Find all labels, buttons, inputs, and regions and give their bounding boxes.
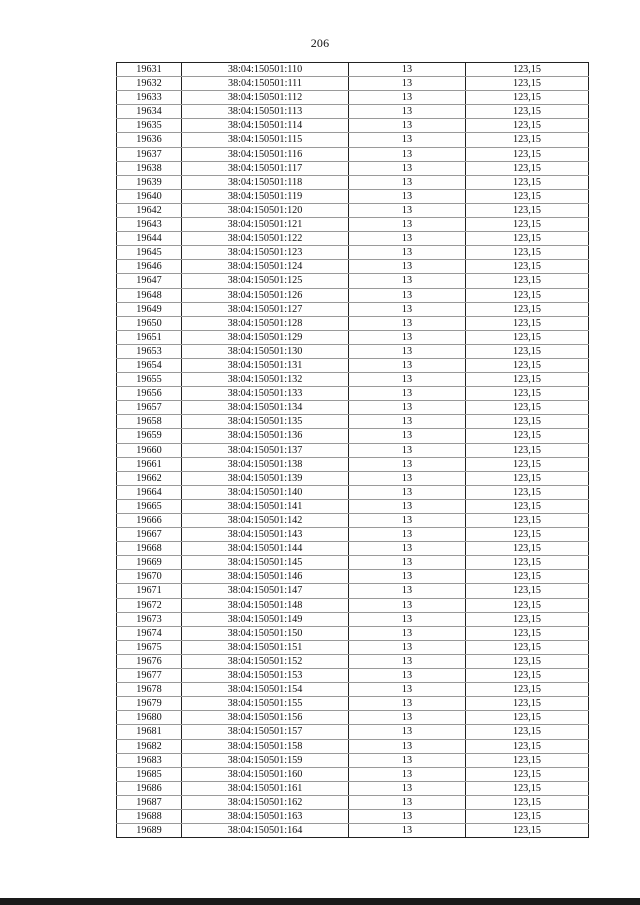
table-row	[117, 824, 589, 838]
area-cell: 123,15	[466, 373, 589, 387]
area-cell: 123,15	[466, 189, 589, 203]
table-row	[117, 528, 589, 542]
cadastral-number-cell: 38:04:150501:122	[182, 232, 349, 246]
count-cell: 13	[349, 711, 466, 725]
area-cell: 123,15	[466, 203, 589, 217]
table-row	[117, 387, 589, 401]
area-cell: 123,15	[466, 443, 589, 457]
table-row	[117, 77, 589, 91]
row-number-cell: 19682	[117, 739, 182, 753]
row-number-cell: 19678	[117, 683, 182, 697]
table-row	[117, 401, 589, 415]
count-cell: 13	[349, 570, 466, 584]
cadastral-number-cell: 38:04:150501:147	[182, 584, 349, 598]
row-number-cell: 19671	[117, 584, 182, 598]
table-row	[117, 725, 589, 739]
table-row	[117, 457, 589, 471]
row-number-cell: 19657	[117, 401, 182, 415]
area-cell: 123,15	[466, 528, 589, 542]
table-row	[117, 105, 589, 119]
table-row	[117, 626, 589, 640]
parcel-table-body	[117, 63, 589, 838]
table-row	[117, 288, 589, 302]
cadastral-number-cell: 38:04:150501:146	[182, 570, 349, 584]
table-row	[117, 584, 589, 598]
cadastral-number-cell: 38:04:150501:159	[182, 753, 349, 767]
cadastral-number-cell: 38:04:150501:132	[182, 373, 349, 387]
area-cell: 123,15	[466, 556, 589, 570]
cadastral-number-cell: 38:04:150501:123	[182, 246, 349, 260]
count-cell: 13	[349, 133, 466, 147]
row-number-cell: 19661	[117, 457, 182, 471]
area-cell: 123,15	[466, 147, 589, 161]
count-cell: 13	[349, 63, 466, 77]
table-row	[117, 443, 589, 457]
area-cell: 123,15	[466, 485, 589, 499]
cadastral-number-cell: 38:04:150501:148	[182, 598, 349, 612]
table-row	[117, 598, 589, 612]
cadastral-number-cell: 38:04:150501:152	[182, 654, 349, 668]
cadastral-number-cell: 38:04:150501:126	[182, 288, 349, 302]
cadastral-number-cell: 38:04:150501:117	[182, 161, 349, 175]
row-number-cell: 19659	[117, 429, 182, 443]
area-cell: 123,15	[466, 161, 589, 175]
cadastral-number-cell: 38:04:150501:129	[182, 330, 349, 344]
table-row	[117, 316, 589, 330]
table-row	[117, 781, 589, 795]
count-cell: 13	[349, 401, 466, 415]
row-number-cell: 19686	[117, 781, 182, 795]
area-cell: 123,15	[466, 612, 589, 626]
table-row	[117, 542, 589, 556]
area-cell: 123,15	[466, 640, 589, 654]
cadastral-number-cell: 38:04:150501:161	[182, 781, 349, 795]
count-cell: 13	[349, 809, 466, 823]
row-number-cell: 19642	[117, 203, 182, 217]
count-cell: 13	[349, 274, 466, 288]
table-row	[117, 739, 589, 753]
table-row	[117, 669, 589, 683]
area-cell: 123,15	[466, 274, 589, 288]
area-cell: 123,15	[466, 514, 589, 528]
cadastral-number-cell: 38:04:150501:134	[182, 401, 349, 415]
count-cell: 13	[349, 795, 466, 809]
area-cell: 123,15	[466, 809, 589, 823]
count-cell: 13	[349, 373, 466, 387]
row-number-cell: 19687	[117, 795, 182, 809]
cadastral-number-cell: 38:04:150501:150	[182, 626, 349, 640]
area-cell: 123,15	[466, 781, 589, 795]
table-row	[117, 218, 589, 232]
table-row	[117, 91, 589, 105]
count-cell: 13	[349, 457, 466, 471]
cadastral-number-cell: 38:04:150501:131	[182, 358, 349, 372]
row-number-cell: 19676	[117, 654, 182, 668]
count-cell: 13	[349, 91, 466, 105]
area-cell: 123,15	[466, 302, 589, 316]
cadastral-number-cell: 38:04:150501:118	[182, 175, 349, 189]
area-cell: 123,15	[466, 697, 589, 711]
count-cell: 13	[349, 147, 466, 161]
row-number-cell: 19665	[117, 499, 182, 513]
count-cell: 13	[349, 189, 466, 203]
area-cell: 123,15	[466, 824, 589, 838]
row-number-cell: 19658	[117, 415, 182, 429]
area-cell: 123,15	[466, 105, 589, 119]
cadastral-number-cell: 38:04:150501:119	[182, 189, 349, 203]
row-number-cell: 19688	[117, 809, 182, 823]
count-cell: 13	[349, 669, 466, 683]
count-cell: 13	[349, 725, 466, 739]
row-number-cell: 19667	[117, 528, 182, 542]
count-cell: 13	[349, 387, 466, 401]
count-cell: 13	[349, 218, 466, 232]
cadastral-number-cell: 38:04:150501:137	[182, 443, 349, 457]
table-row	[117, 654, 589, 668]
count-cell: 13	[349, 429, 466, 443]
cadastral-number-cell: 38:04:150501:127	[182, 302, 349, 316]
cadastral-number-cell: 38:04:150501:154	[182, 683, 349, 697]
table-row	[117, 612, 589, 626]
row-number-cell: 19636	[117, 133, 182, 147]
table-row	[117, 344, 589, 358]
table-row	[117, 485, 589, 499]
row-number-cell: 19669	[117, 556, 182, 570]
count-cell: 13	[349, 260, 466, 274]
cadastral-number-cell: 38:04:150501:128	[182, 316, 349, 330]
area-cell: 123,15	[466, 429, 589, 443]
area-cell: 123,15	[466, 77, 589, 91]
count-cell: 13	[349, 824, 466, 838]
count-cell: 13	[349, 514, 466, 528]
cadastral-number-cell: 38:04:150501:116	[182, 147, 349, 161]
count-cell: 13	[349, 584, 466, 598]
area-cell: 123,15	[466, 246, 589, 260]
cadastral-number-cell: 38:04:150501:145	[182, 556, 349, 570]
count-cell: 13	[349, 485, 466, 499]
table-row	[117, 119, 589, 133]
cadastral-number-cell: 38:04:150501:112	[182, 91, 349, 105]
row-number-cell: 19670	[117, 570, 182, 584]
cadastral-number-cell: 38:04:150501:125	[182, 274, 349, 288]
count-cell: 13	[349, 683, 466, 697]
parcel-table	[116, 62, 589, 838]
scan-edge-bar	[0, 898, 640, 905]
count-cell: 13	[349, 471, 466, 485]
row-number-cell: 19660	[117, 443, 182, 457]
area-cell: 123,15	[466, 584, 589, 598]
area-cell: 123,15	[466, 626, 589, 640]
table-row	[117, 189, 589, 203]
count-cell: 13	[349, 640, 466, 654]
count-cell: 13	[349, 161, 466, 175]
count-cell: 13	[349, 654, 466, 668]
row-number-cell: 19655	[117, 373, 182, 387]
count-cell: 13	[349, 753, 466, 767]
table-row	[117, 795, 589, 809]
row-number-cell: 19662	[117, 471, 182, 485]
count-cell: 13	[349, 598, 466, 612]
cadastral-number-cell: 38:04:150501:113	[182, 105, 349, 119]
count-cell: 13	[349, 203, 466, 217]
row-number-cell: 19685	[117, 767, 182, 781]
cadastral-number-cell: 38:04:150501:136	[182, 429, 349, 443]
row-number-cell: 19653	[117, 344, 182, 358]
area-cell: 123,15	[466, 288, 589, 302]
cadastral-number-cell: 38:04:150501:130	[182, 344, 349, 358]
count-cell: 13	[349, 697, 466, 711]
table-row	[117, 429, 589, 443]
table-row	[117, 302, 589, 316]
row-number-cell: 19654	[117, 358, 182, 372]
cadastral-number-cell: 38:04:150501:110	[182, 63, 349, 77]
area-cell: 123,15	[466, 598, 589, 612]
area-cell: 123,15	[466, 457, 589, 471]
area-cell: 123,15	[466, 654, 589, 668]
cadastral-number-cell: 38:04:150501:162	[182, 795, 349, 809]
cadastral-number-cell: 38:04:150501:139	[182, 471, 349, 485]
count-cell: 13	[349, 316, 466, 330]
cadastral-number-cell: 38:04:150501:111	[182, 77, 349, 91]
row-number-cell: 19673	[117, 612, 182, 626]
row-number-cell: 19674	[117, 626, 182, 640]
table-row	[117, 415, 589, 429]
row-number-cell: 19656	[117, 387, 182, 401]
count-cell: 13	[349, 302, 466, 316]
cadastral-number-cell: 38:04:150501:120	[182, 203, 349, 217]
count-cell: 13	[349, 542, 466, 556]
area-cell: 123,15	[466, 63, 589, 77]
count-cell: 13	[349, 105, 466, 119]
cadastral-number-cell: 38:04:150501:163	[182, 809, 349, 823]
cadastral-number-cell: 38:04:150501:142	[182, 514, 349, 528]
table-row	[117, 330, 589, 344]
table-row	[117, 697, 589, 711]
row-number-cell: 19631	[117, 63, 182, 77]
table-row	[117, 133, 589, 147]
table-row	[117, 556, 589, 570]
area-cell: 123,15	[466, 175, 589, 189]
area-cell: 123,15	[466, 401, 589, 415]
count-cell: 13	[349, 767, 466, 781]
row-number-cell: 19683	[117, 753, 182, 767]
area-cell: 123,15	[466, 683, 589, 697]
table-row	[117, 161, 589, 175]
count-cell: 13	[349, 344, 466, 358]
area-cell: 123,15	[466, 725, 589, 739]
table-row	[117, 246, 589, 260]
count-cell: 13	[349, 232, 466, 246]
table-row	[117, 514, 589, 528]
row-number-cell: 19680	[117, 711, 182, 725]
table-row	[117, 203, 589, 217]
cadastral-number-cell: 38:04:150501:133	[182, 387, 349, 401]
count-cell: 13	[349, 358, 466, 372]
table-row	[117, 358, 589, 372]
cadastral-number-cell: 38:04:150501:121	[182, 218, 349, 232]
area-cell: 123,15	[466, 542, 589, 556]
area-cell: 123,15	[466, 344, 589, 358]
cadastral-number-cell: 38:04:150501:156	[182, 711, 349, 725]
count-cell: 13	[349, 499, 466, 513]
count-cell: 13	[349, 77, 466, 91]
cadastral-number-cell: 38:04:150501:114	[182, 119, 349, 133]
count-cell: 13	[349, 246, 466, 260]
table-row	[117, 809, 589, 823]
table-row	[117, 471, 589, 485]
cadastral-number-cell: 38:04:150501:138	[182, 457, 349, 471]
count-cell: 13	[349, 443, 466, 457]
cadastral-number-cell: 38:04:150501:164	[182, 824, 349, 838]
row-number-cell: 19646	[117, 260, 182, 274]
area-cell: 123,15	[466, 767, 589, 781]
count-cell: 13	[349, 781, 466, 795]
area-cell: 123,15	[466, 218, 589, 232]
row-number-cell: 19638	[117, 161, 182, 175]
area-cell: 123,15	[466, 316, 589, 330]
area-cell: 123,15	[466, 711, 589, 725]
area-cell: 123,15	[466, 358, 589, 372]
table-row	[117, 274, 589, 288]
area-cell: 123,15	[466, 91, 589, 105]
row-number-cell: 19648	[117, 288, 182, 302]
count-cell: 13	[349, 556, 466, 570]
area-cell: 123,15	[466, 570, 589, 584]
area-cell: 123,15	[466, 133, 589, 147]
count-cell: 13	[349, 415, 466, 429]
row-number-cell: 19635	[117, 119, 182, 133]
area-cell: 123,15	[466, 387, 589, 401]
area-cell: 123,15	[466, 471, 589, 485]
row-number-cell: 19668	[117, 542, 182, 556]
count-cell: 13	[349, 612, 466, 626]
row-number-cell: 19632	[117, 77, 182, 91]
table-row	[117, 711, 589, 725]
count-cell: 13	[349, 330, 466, 344]
cadastral-number-cell: 38:04:150501:155	[182, 697, 349, 711]
area-cell: 123,15	[466, 260, 589, 274]
row-number-cell: 19666	[117, 514, 182, 528]
row-number-cell: 19649	[117, 302, 182, 316]
table-row	[117, 63, 589, 77]
cadastral-number-cell: 38:04:150501:140	[182, 485, 349, 499]
cadastral-number-cell: 38:04:150501:158	[182, 739, 349, 753]
table-row	[117, 499, 589, 513]
cadastral-number-cell: 38:04:150501:143	[182, 528, 349, 542]
cadastral-number-cell: 38:04:150501:135	[182, 415, 349, 429]
table-row	[117, 767, 589, 781]
count-cell: 13	[349, 739, 466, 753]
row-number-cell: 19633	[117, 91, 182, 105]
row-number-cell: 19675	[117, 640, 182, 654]
table-row	[117, 753, 589, 767]
row-number-cell: 19640	[117, 189, 182, 203]
count-cell: 13	[349, 528, 466, 542]
area-cell: 123,15	[466, 232, 589, 246]
cadastral-number-cell: 38:04:150501:160	[182, 767, 349, 781]
cadastral-number-cell: 38:04:150501:115	[182, 133, 349, 147]
row-number-cell: 19639	[117, 175, 182, 189]
cadastral-number-cell: 38:04:150501:149	[182, 612, 349, 626]
row-number-cell: 19643	[117, 218, 182, 232]
area-cell: 123,15	[466, 739, 589, 753]
area-cell: 123,15	[466, 499, 589, 513]
area-cell: 123,15	[466, 415, 589, 429]
row-number-cell: 19677	[117, 669, 182, 683]
count-cell: 13	[349, 626, 466, 640]
count-cell: 13	[349, 175, 466, 189]
area-cell: 123,15	[466, 119, 589, 133]
table-row	[117, 147, 589, 161]
table-row	[117, 373, 589, 387]
area-cell: 123,15	[466, 330, 589, 344]
row-number-cell: 19644	[117, 232, 182, 246]
table-row	[117, 570, 589, 584]
cadastral-number-cell: 38:04:150501:141	[182, 499, 349, 513]
row-number-cell: 19637	[117, 147, 182, 161]
row-number-cell: 19672	[117, 598, 182, 612]
cadastral-number-cell: 38:04:150501:144	[182, 542, 349, 556]
row-number-cell: 19679	[117, 697, 182, 711]
row-number-cell: 19647	[117, 274, 182, 288]
table-row	[117, 260, 589, 274]
table-row	[117, 640, 589, 654]
table-row	[117, 683, 589, 697]
row-number-cell: 19645	[117, 246, 182, 260]
table-row	[117, 232, 589, 246]
row-number-cell: 19650	[117, 316, 182, 330]
count-cell: 13	[349, 288, 466, 302]
page-number: 206	[310, 36, 330, 50]
area-cell: 123,15	[466, 669, 589, 683]
row-number-cell: 19689	[117, 824, 182, 838]
count-cell: 13	[349, 119, 466, 133]
cadastral-number-cell: 38:04:150501:153	[182, 669, 349, 683]
cadastral-number-cell: 38:04:150501:157	[182, 725, 349, 739]
cadastral-number-cell: 38:04:150501:151	[182, 640, 349, 654]
row-number-cell: 19681	[117, 725, 182, 739]
table-row	[117, 175, 589, 189]
area-cell: 123,15	[466, 795, 589, 809]
row-number-cell: 19651	[117, 330, 182, 344]
row-number-cell: 19634	[117, 105, 182, 119]
cadastral-number-cell: 38:04:150501:124	[182, 260, 349, 274]
row-number-cell: 19664	[117, 485, 182, 499]
area-cell: 123,15	[466, 753, 589, 767]
